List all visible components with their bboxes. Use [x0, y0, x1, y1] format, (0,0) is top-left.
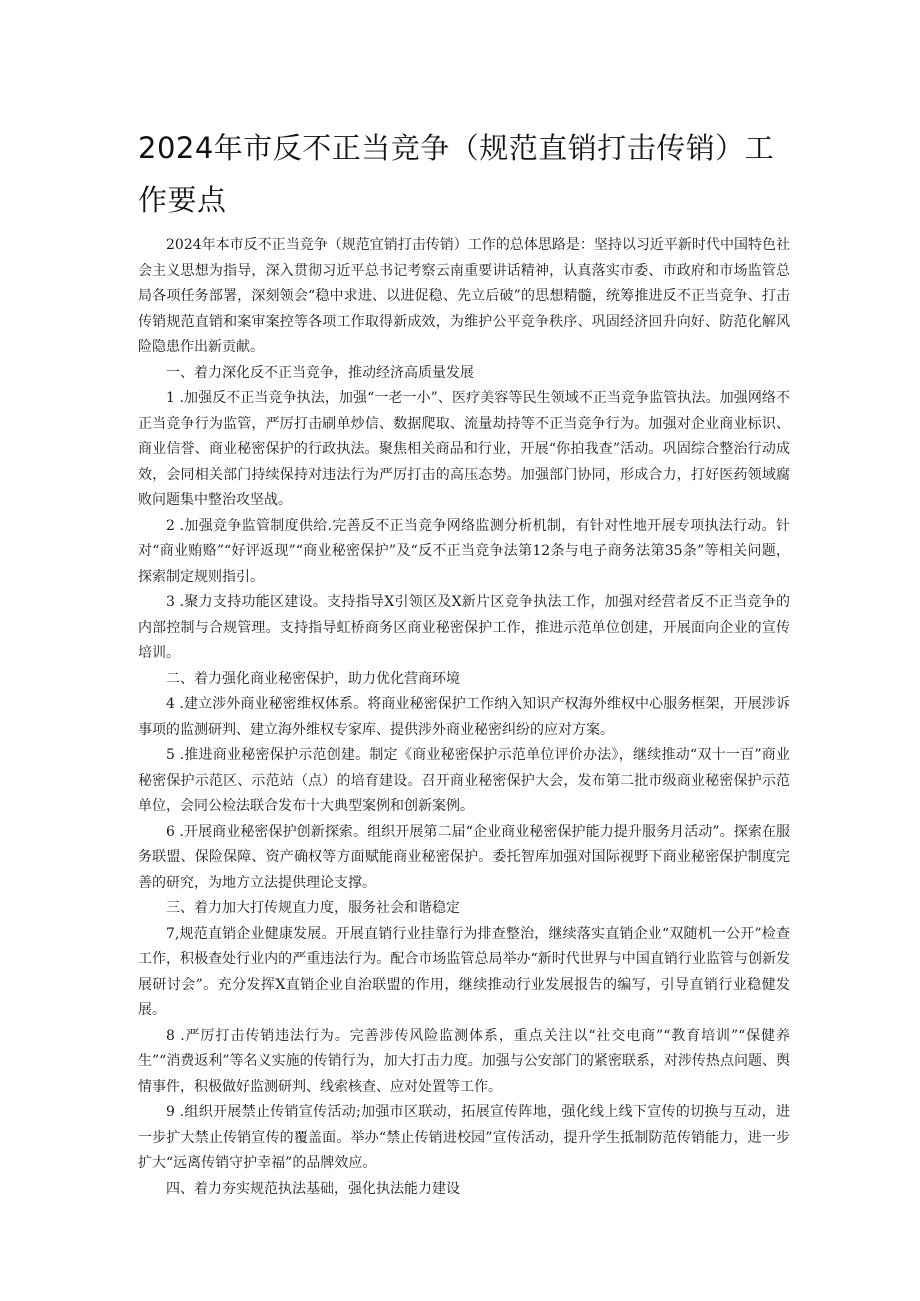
- item-paragraph-6: 6 .开展商业秘密保护创新探索。组织开展第二届“企业商业秘密保护能力提升服务月活动”。探索在服务联盟、保险保障、资产确权等方面赋能商业秘密保护。委托智库加强对国际视野下商业秘密保护制度完善的研究，为地方立法提供理论支撑。: [138, 823, 790, 891]
- item-paragraph-1: 1 .加强反不正当竞争执法，加强“一老一小”、医疗美容等民生领域不正当竞争监管执法。加强网络不正当竞争行为监管，严厉打击刷单炒信、数据爬取、流量劫持等不正当竞争行为。加强对企业商业标识、商业信誉、商业秘密保护的行政执法。聚焦相关商品和行业，开展“你拍我查”活动。巩固综合整治行动成效，会同相关部门持续保持对违法行为严厉打击的高压态势。加强部门协同，形成合力，打好医药领域腐败问题集中整治攻坚战。: [138, 390, 790, 508]
- section-heading-1: 一、着力深化反不正当竞争，推动经济高质量发展: [166, 364, 474, 381]
- section-heading-4: 四、着力夯实规范执法基础，强化执法能力建设: [166, 1180, 460, 1197]
- item-paragraph-4: 4 .建立涉外商业秘密维权体系。将商业秘密保护工作纳入知识产权海外维权中心服务框架，开展涉诉事项的监测研判、建立海外维权专家库、提供涉外商业秘密纠纷的应对方案。: [138, 696, 790, 738]
- section-heading-3: 三、着力加大打传规直力度，服务社会和谐稳定: [166, 900, 460, 916]
- item-paragraph-8: 8 .严厉打击传销违法行为。完善涉传风险监测体系，重点关注以“社交电商”“教育培训”“保健养生”“消费返利”等名义实施的传销行为，加大打击力度。加强与公安部门的紧密联系，对涉传热点问题、舆情事件，积极做好监测研判、线索核查、应对处置等工作。: [138, 1027, 790, 1095]
- item-paragraph-2: 2 .加强竞争监管制度供给.完善反不正当竞争网络监测分析机制，有针对性地开展专项执法行动。针对“商业贿赂”“好评返现”“商业秘密保护”及“反不正当竞争法第12条与电子商务法第35条”等相关问题，探索制定规则指引。: [138, 517, 790, 585]
- intro-paragraph: 2024年本市反不正当竞争（规范宜销打击传销）工作的总体思路是：坚持以习近平新时代中国特色社会主义思想为指导，深入贯彻习近平总书记考察云南重要讲话精神，认真落实市委、市政府和市场监管总局各项任务部署，深刻领会“稳中求进、以进促稳、先立后破”的思想精髓，统筹推进反不正当竞争、打击传销规范直销和案审案控等各项工作取得新成效，为维护公平竞争秩序、巩固经济回升向好、防范化解风险隐患作出新贡献。: [138, 237, 790, 355]
- item-paragraph-9: 9 .组织开展禁止传销宣传活动;加强市区联动，拓展宣传阵地，强化线上线下宣传的切换与互动，进一步扩大禁止传销宣传的覆盖面。举办“禁止传销进校园”宣传活动，提升学生抵制防范传销能力，进一步扩大“远离传销守护幸福”的品牌效应。: [138, 1104, 790, 1171]
- item-paragraph-5: 5 .推进商业秘密保护示范创建。制定《商业秘密保护示范单位评价办法》，继续推动“双十一百”商业秘密保护示范区、示范站（点）的培育建设。召开商业秘密保护大会，发布第二批市级商业秘密保护示范单位，会同公检法联合发布十大典型案例和创新案例。: [138, 747, 790, 814]
- item-paragraph-3: 3 .聚力支持功能区建设。支持指导X引领区及X新片区竞争执法工作，加强对经营者反不正当竞争的内部控制与合规管理。支持指导虹桥商务区商业秘密保护工作，推进示范单位创建，开展面向企业的宣传培训。: [138, 594, 790, 661]
- document-title: 2024年市反不正当竞争（规范直销打击传销）工作要点: [138, 131, 775, 217]
- document-body: [138, 233, 790, 1202]
- item-paragraph-7: 7,规范直销企业健康发展。开展直销行业挂靠行为排查整治，继续落实直销企业“双随机一公开”检查工作，积极查处行业内的严重违法行为。配合市场监管总局举办“新时代世界与中国直销行业监管与创新发展研讨会”。充分发挥X直销企业自治联盟的作用，继续推动行业发展报告的编写，引导直销行业稳健发展。: [138, 925, 790, 1018]
- section-heading-2: 二、着力强化商业秘密保护，助力优化营商环境: [166, 670, 460, 687]
